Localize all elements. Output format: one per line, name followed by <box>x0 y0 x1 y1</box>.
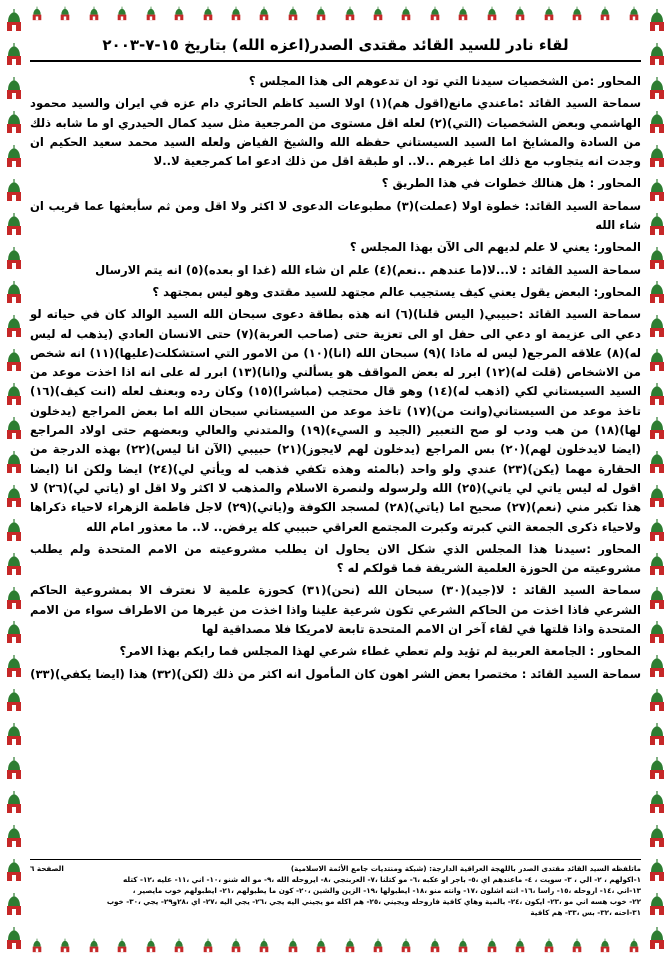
dome-ornament-icon <box>648 42 666 68</box>
dome-ornament-icon <box>5 518 23 544</box>
dome-ornament-icon <box>5 144 23 170</box>
dome-ornament-icon <box>5 858 23 884</box>
dome-ornament-icon <box>568 938 586 954</box>
dome-ornament-icon <box>483 6 501 22</box>
dome-ornament-icon <box>369 6 387 22</box>
dome-ornament-icon <box>5 212 23 238</box>
document-page <box>30 28 641 932</box>
dome-ornament-icon <box>369 938 387 954</box>
footnote-line: ٣١-احنه ،٣٢- بس ،٣٣- هم كافية <box>530 908 641 917</box>
dome-ornament-icon <box>170 938 188 954</box>
dome-ornament-icon <box>648 382 666 408</box>
dome-ornament-icon <box>648 416 666 442</box>
footnotes <box>30 859 641 918</box>
dome-ornament-icon <box>312 938 330 954</box>
paragraph: المحاور: البعض يقول يعني كيف يستجيب عالم مجتهد للسيد مقتدى وهو ليس بمجتهد ؟ <box>152 284 641 299</box>
dome-ornament-icon <box>648 144 666 170</box>
dome-ornament-icon <box>648 348 666 374</box>
dome-ornament-icon <box>255 938 273 954</box>
dome-ornament-icon <box>648 246 666 272</box>
dome-ornament-icon <box>5 722 23 748</box>
dome-ornament-icon <box>5 178 23 204</box>
dome-ornament-icon <box>540 938 558 954</box>
dome-ornament-icon <box>648 620 666 646</box>
document-title: لقاء نادر للسيد القائد مقتدى الصدر(اعزه الله) بتاريخ ١٥-٧-٢٠٠٣ <box>102 36 569 54</box>
dome-ornament-icon <box>596 6 614 22</box>
dome-ornament-icon <box>648 756 666 782</box>
dome-ornament-icon <box>199 938 217 954</box>
dome-ornament-icon <box>5 620 23 646</box>
dome-ornament-icon <box>397 938 415 954</box>
dome-ornament-icon <box>454 6 472 22</box>
paragraph: سماحة السيد القائد : لا...لا(ما عندهم ..نعم)(٤) علم ان شاء الله (غدا او بعده)(٥) انه يتم الارسال <box>95 262 641 277</box>
left-ornament-border <box>0 0 28 960</box>
dome-ornament-icon <box>648 178 666 204</box>
dome-ornament-icon <box>648 892 666 918</box>
dome-ornament-icon <box>596 938 614 954</box>
dome-ornament-icon <box>5 756 23 782</box>
dome-ornament-icon <box>142 6 160 22</box>
dome-ornament-icon <box>648 586 666 612</box>
dome-ornament-icon <box>648 858 666 884</box>
dome-ornament-icon <box>5 246 23 272</box>
dome-ornament-icon <box>454 938 472 954</box>
dome-ornament-icon <box>540 6 558 22</box>
dome-ornament-icon <box>5 450 23 476</box>
dome-ornament-icon <box>5 314 23 340</box>
dome-ornament-icon <box>56 6 74 22</box>
dome-ornament-icon <box>113 938 131 954</box>
dome-ornament-icon <box>648 76 666 102</box>
dome-ornament-icon <box>142 938 160 954</box>
dome-ornament-icon <box>113 6 131 22</box>
paragraph: سماحة السيد القائد: خطوة اولا (عملت)(٣) مطبوعات الدعوى لا اكثر ولا اقل ومن ثم سأبعثها عما قريب ان شاء الله <box>30 198 641 233</box>
dome-ornament-icon <box>5 42 23 68</box>
dome-ornament-icon <box>648 926 666 952</box>
footnote-line: ١-اكولهم ، ٢- الي ، ٣- سويت ، ٤- ماعندهم اي ،٥- باجر او عكبه ،٦- مو كتلنا ،٧- العربنجي ،٨- ايروحله الله ،٩- مو اله شنو ،١٠- اني ،١١- عليه ،١٢- كتله <box>123 875 641 884</box>
footer-source: ماتلفظه السيد القائد مقتدى الصدر باللهجة العراقية الدارجة: (شبكة ومنتديات جامع الأئمة الاسلامية) <box>290 864 641 873</box>
dome-ornament-icon <box>648 688 666 714</box>
footer-divider <box>30 859 641 860</box>
dome-ornament-icon <box>483 938 501 954</box>
paragraph: المحاور: يعني لا علم لديهم الى الآن بهذا المجلس ؟ <box>349 240 641 255</box>
dome-ornament-icon <box>648 484 666 510</box>
dome-ornament-icon <box>199 6 217 22</box>
dome-ornament-icon <box>625 6 643 22</box>
dome-ornament-icon <box>5 892 23 918</box>
dome-ornament-icon <box>648 654 666 680</box>
footer-source-line <box>30 863 641 874</box>
dome-ornament-icon <box>284 938 302 954</box>
dome-ornament-icon <box>227 938 245 954</box>
paragraph: المحاور : هل هنالك خطوات في هذا الطريق ؟ <box>381 176 641 191</box>
dome-ornament-icon <box>5 586 23 612</box>
paragraph: سماحة السيد القائد : مختصرا بعض الشر اهون كان المأمول انه اكثر من ذلك (لكن)(٣٢) هذا (ايضا يكفي)(٣٣) <box>30 666 641 681</box>
bottom-ornament-border <box>28 936 643 956</box>
dome-ornament-icon <box>648 824 666 850</box>
dome-ornament-icon <box>5 790 23 816</box>
dome-ornament-icon <box>28 6 46 22</box>
dome-ornament-icon <box>341 6 359 22</box>
dome-ornament-icon <box>397 6 415 22</box>
paragraph: المحاور :من الشخصيات سيدنا التي تود ان تدعوهم الى هذا المجلس ؟ <box>248 74 641 88</box>
dome-ornament-icon <box>426 938 444 954</box>
paragraph: سماحة السيد القائد :ماعندي مانع(اقول هم)(١) اولا السيد كاظم الحائري دام عزه في ايران والسيد محمود الهاشمي وبعض الشخصيات (التي)(٢) لعله اقل مستوى من المرجعية مثل سيد كمال الحيدري او ما شابه ذلك من السادة والمشايخ اما السيد السيستاني حفظه الله والشيخ الفياض ولعله السيد محمد سعيد الحكيم ان وجدت انه يتجاوب مع ذلك اما غيرهم ..لا.. او طبقة اقل من ذلك ادعو اما كمرجعية لا..لا <box>30 96 641 169</box>
interview-body <box>30 72 641 684</box>
dome-ornament-icon <box>648 552 666 578</box>
dome-ornament-icon <box>170 6 188 22</box>
dome-ornament-icon <box>5 382 23 408</box>
dome-ornament-icon <box>56 938 74 954</box>
paragraph: المحاور : الجامعة العربية لم تؤيد ولم تعطي غطاء شرعي لهذا المجلس فما رايكم بهذا الامر؟ <box>119 644 641 659</box>
dome-ornament-icon <box>648 314 666 340</box>
top-ornament-border <box>28 4 643 24</box>
dome-ornament-icon <box>5 654 23 680</box>
right-ornament-border <box>643 0 671 960</box>
dome-ornament-icon <box>5 76 23 102</box>
dome-ornament-icon <box>5 348 23 374</box>
page-number: الصفحة ٦ <box>30 864 64 873</box>
dome-ornament-icon <box>227 6 245 22</box>
dome-ornament-icon <box>5 280 23 306</box>
dome-ornament-icon <box>426 6 444 22</box>
dome-ornament-icon <box>648 790 666 816</box>
paragraph: سماحة السيد القائد :حبيبي( اليس قلنا)(٦) انه هذه بطاقة دعوى سبحان الله السيد الوالد كان في حياته لو دعي الى عزيمة او دعي الى حفل او الى تعزية حتى (صاحب العربة)(٧) حتى الانسان العادي (يذهب له ليس له)(٨) علاقه المرجع( ليس له ماذا )(٩) سبحان الله (انا)(١٠) من الامور التي استشكلت(عليها)(١١) انه شخص من الاشخاص (قلت له)(١٢) ابرر له بعض المواقف هو يسألني و(انا)(١٣) ابرر له على انه اذا اخذت موعد من السيد السيستاني لكي (اذهب له)(١٤) وهو قال محتجب (مباشرا)(١٥) وكان رده وبعنف لعله (انت كيف)(١٦) تاخذ موعد من السيستاني(وانت من)(١٧) تاخذ موعد من السيستاني سبحان الله اما بعض المراجع (يدخلون لها)(١٨) من هب ودب لو صح التعبير (الجيد و السيء)(١٩) والمتدني والعالي وبعضهم حتى اولاد المراجع (ايضا لايدخلون لهم)(٢٠) بس المراجع (يدخلون لهم لايجوز)(٢١) حبيبي (الآن انا ليس)(٢٢) بهذه الدرجة من الحقارة مهما (يكن)(٢٣) عندي ولو واحد (بالمئه وهذه تكفي فذهب له ويأتي لي)(٢٤) ايضا ولكن انا (ايضا اقول له ليس ياتي لي ياتي)(٢٥) الله ولرسوله ولنصرة الاسلام والمذهب لا اكثر ولا اقل او (ياتي لي)(٢٦) لا هذا تكبر مني (نعم)(٢٧) صحيح اما (ياتي)(٢٨) لمسجد الكوفة و(ياتي)(٢٩) لاجل فاطمة الزهراء لاحياء ذكراها ولاحياء ذكرى الجمعة التي كبرته وكبرت المجتمع العراقي حبيبي كله يرفض.. لا.. ما معذور امام الله <box>30 307 642 534</box>
dome-ornament-icon <box>648 280 666 306</box>
paragraph: سماحة السيد القائد : لا(جيد)(٣٠) سبحان الله (نحن)(٣١) كحوزة علمية لا نعترف الا بمشروعية الحاكم الشرعي فاذا اخذت من الحاكم الشرعي تكون شرعية علينا واذا اخذت من غيرها من الاطراف سواء من الامم المتحدة واذا قلتها في لقاء آخر ان الامم المتحدة تابعة لامريكا فلا مصداقية لها <box>30 583 642 637</box>
dome-ornament-icon <box>5 8 23 34</box>
dome-ornament-icon <box>312 6 330 22</box>
dome-ornament-icon <box>5 484 23 510</box>
dome-ornament-icon <box>5 110 23 136</box>
dome-ornament-icon <box>511 6 529 22</box>
dome-ornament-icon <box>625 938 643 954</box>
dome-ornament-icon <box>5 824 23 850</box>
dome-ornament-icon <box>648 518 666 544</box>
dome-ornament-icon <box>648 450 666 476</box>
title-divider <box>30 60 641 62</box>
footnote-line: ٢٢- خوب هسه اني مو ،٢٣- ايكون ،٢٤- بالمية وهاي كافية فاروحله ويجيني ،٢٥- هم اكله مو يجيني اليه يجي ،٢٦- يجي اليه ،٢٧- اي ،٢٨و٢٩- يجي ،٣٠- خوب <box>106 897 641 906</box>
dome-ornament-icon <box>5 926 23 952</box>
dome-ornament-icon <box>341 938 359 954</box>
dome-ornament-icon <box>284 6 302 22</box>
dome-ornament-icon <box>648 8 666 34</box>
dome-ornament-icon <box>85 6 103 22</box>
footnote-line: ١٣-اني ،١٤- اروحله ،١٥- راسا ،١٦- انته اشلون ،١٧- وانته منو ،١٨- ايطبولها ،١٩- الزين والشين ،٢٠- كون ما يطبولهم ،٢١- ايطبولهم خوب مايصير ، <box>132 886 641 895</box>
dome-ornament-icon <box>85 938 103 954</box>
dome-ornament-icon <box>648 722 666 748</box>
dome-ornament-icon <box>28 938 46 954</box>
dome-ornament-icon <box>255 6 273 22</box>
dome-ornament-icon <box>648 110 666 136</box>
dome-ornament-icon <box>648 212 666 238</box>
dome-ornament-icon <box>5 688 23 714</box>
dome-ornament-icon <box>5 552 23 578</box>
dome-ornament-icon <box>568 6 586 22</box>
paragraph: المحاور :سيدنا هذا المجلس الذي شكل الان يحاول ان يطلب مشروعيته من الامم المتحدة ولم يطلب مشروعيته من الحوزة العلمية الشريفة فما قولكم له ؟ <box>30 541 641 576</box>
footnote-list <box>30 874 641 918</box>
dome-ornament-icon <box>511 938 529 954</box>
dome-ornament-icon <box>5 416 23 442</box>
